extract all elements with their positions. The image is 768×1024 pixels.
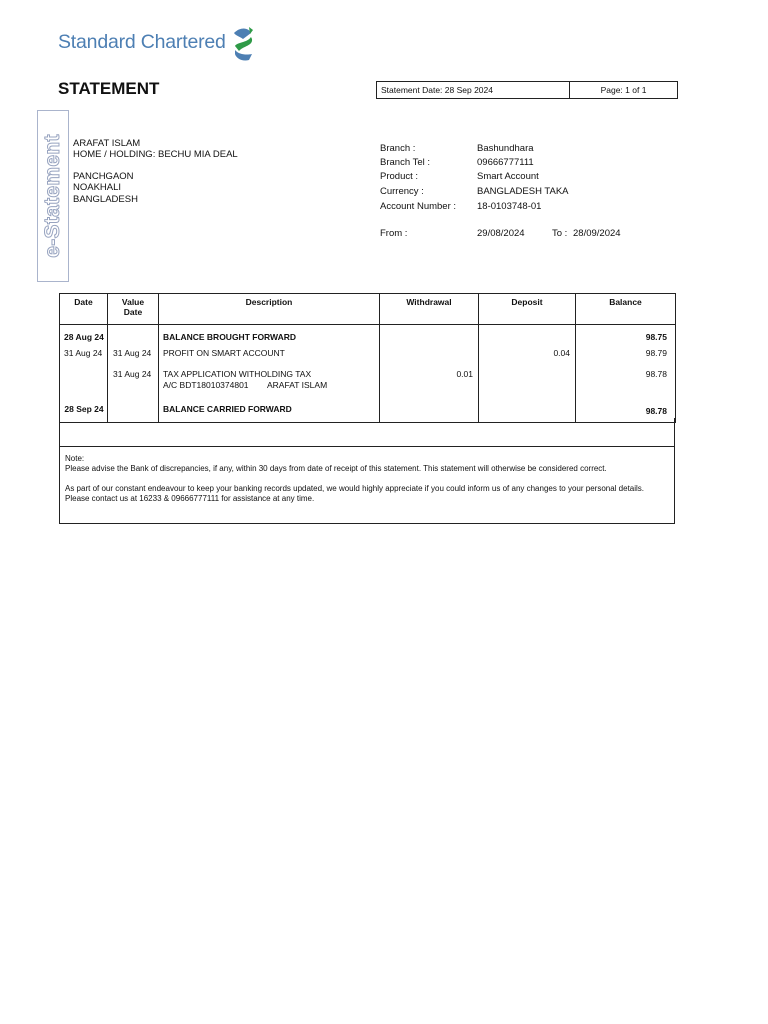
withdrawal-column (380, 325, 479, 423)
row-withdrawal: 0.01 (456, 369, 473, 379)
row-balance: 98.75 (645, 332, 667, 342)
blank-box (59, 418, 675, 447)
customer-name: ARAFAT ISLAM (73, 138, 141, 149)
note-box (59, 446, 675, 524)
description-column (159, 325, 380, 423)
row-deposit: 0.04 (553, 348, 570, 358)
column-header-withdrawal: Withdrawal (380, 294, 479, 325)
table-header-row (60, 294, 676, 325)
row-description: TAX APPLICATION WITHOLDING TAX (163, 369, 312, 379)
row-date: 28 Sep 24 (64, 404, 104, 414)
product-label: Product : (380, 171, 419, 182)
product-value: Smart Account (477, 171, 539, 182)
address-line: BANGLADESH (73, 194, 138, 205)
branch-label: Branch : (380, 143, 416, 154)
column-header-value-date: Value Date (108, 294, 159, 325)
row-description: BALANCE BROUGHT FORWARD (163, 332, 297, 342)
e-statement-watermark (37, 110, 69, 282)
row-date: 28 Aug 24 (64, 332, 104, 342)
branch-tel-label: Branch Tel : (380, 157, 430, 168)
bank-logo-text: Standard Chartered (58, 31, 226, 53)
statement-date: Statement Date: 28 Sep 2024 (377, 82, 570, 98)
to-date: 28/09/2024 (573, 228, 621, 239)
address-line: NOAKHALI (73, 182, 122, 193)
note-label: Note: (65, 454, 85, 463)
balance-column (576, 325, 676, 423)
row-value-date: 31 Aug 24 (113, 348, 152, 358)
row-value-date: 31 Aug 24 (113, 369, 152, 379)
row-balance: 98.79 (645, 348, 667, 358)
row-balance: 98.78 (645, 406, 667, 416)
currency-value: BANGLADESH TAKA (477, 186, 569, 197)
table-body (60, 325, 676, 423)
page-title: STATEMENT (58, 79, 160, 98)
row-description-account: A/C BDT18010374801 (163, 380, 249, 390)
date-column (60, 325, 108, 423)
column-header-date: Date (60, 294, 108, 325)
branch-value: Bashundhara (477, 143, 534, 154)
transactions-table (59, 293, 676, 423)
account-number-label: Account Number : (380, 201, 457, 212)
page-indicator: Page: 1 of 1 (600, 85, 647, 95)
value-date-column (108, 325, 159, 423)
deposit-column (479, 325, 576, 423)
currency-label: Currency : (380, 186, 424, 197)
column-header-deposit: Deposit (479, 294, 576, 325)
standard-chartered-logo-icon (229, 24, 257, 64)
address-line: PANCHGAON (73, 171, 134, 182)
statement-header-box (376, 81, 678, 99)
branch-tel-value: 09666777111 (477, 157, 534, 168)
account-number-value: 18-0103748-01 (477, 201, 542, 212)
from-label: From : (380, 228, 408, 239)
row-description: BALANCE CARRIED FORWARD (163, 404, 292, 414)
row-description: PROFIT ON SMART ACCOUNT (163, 348, 285, 358)
row-description-name: ARAFAT ISLAM (267, 380, 328, 390)
column-header-balance: Balance (576, 294, 676, 325)
row-balance: 98.78 (645, 369, 667, 379)
to-label: To : (552, 228, 568, 239)
note-line: Please advise the Bank of discrepancies, if any, within 30 days from date of receipt of this statement. This statement will otherwise be considered correct. (65, 464, 607, 473)
column-header-description: Description (159, 294, 380, 325)
watermark-text: e-Statement (41, 134, 64, 258)
note-line: Please contact us at 16233 & 09666777111 for assistance at any time. (65, 494, 315, 503)
from-date: 29/08/2024 (477, 228, 525, 239)
customer-holding: HOME / HOLDING: BECHU MIA DEAL (73, 149, 238, 160)
row-date: 31 Aug 24 (64, 348, 103, 358)
note-line: As part of our constant endeavour to keep your banking records updated, we would highly appreciate if you could inform us of any changes to your personal details. (65, 484, 645, 493)
